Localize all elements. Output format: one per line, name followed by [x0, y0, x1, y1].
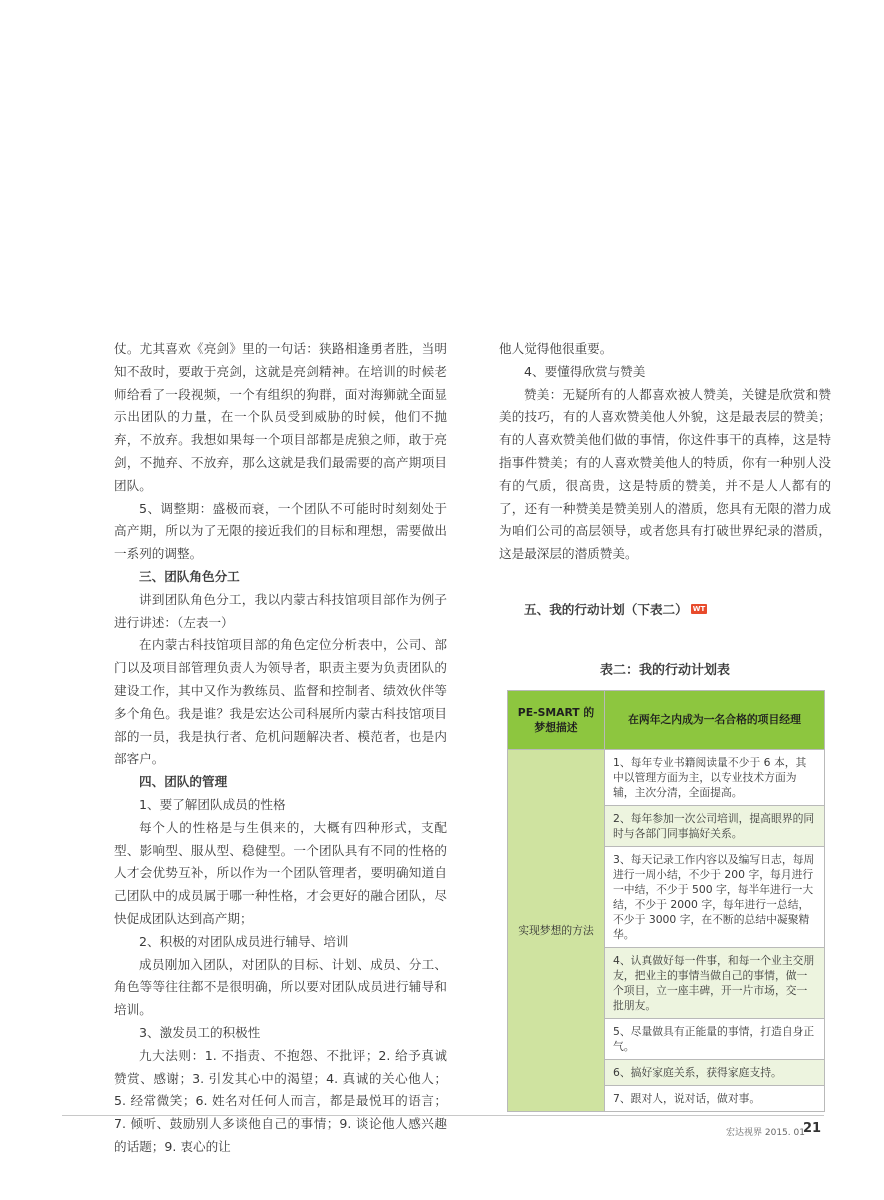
action-plan-table: [507, 690, 825, 1112]
paragraph: 5、调整期：盛极而衰，一个团队不可能时时刻刻处于高产期，所以为了无限的接近我们的目标和理想，需要做出一系列的调整。: [114, 500, 447, 562]
footer-publication: 宏达视界 2015. 01: [726, 1128, 805, 1138]
header-right-cell: 在两年之内成为一名合格的项目经理: [605, 690, 825, 749]
paragraph: 他人觉得他很重要。: [499, 341, 613, 356]
paragraph: 1、要了解团队成员的性格: [139, 796, 286, 812]
header-left-cell: PE-SMART 的梦想描述: [508, 690, 605, 749]
footer-rule: [62, 1115, 824, 1116]
section-heading: 三、团队角色分工: [139, 568, 240, 584]
section-five-heading: [499, 599, 831, 622]
paragraph: 2、积极的对团队成员进行辅导、培训: [139, 933, 349, 949]
table-caption: 表二：我的行动计划表: [599, 662, 730, 678]
section-heading: 四、团队的管理: [139, 774, 228, 790]
paragraph: 赞美：无疑所有的人都喜欢被人赞美，关键是欣赏和赞美的技巧，有的人喜欢赞美他人外貌，这是最表层的赞美；有的人喜欢赞美他们做的事情，你这件事干的真棒，这是特指事件赞美；有的人喜欢赞美他人的特质，你有一种别人没有的气质，很高贵，这是特质的赞美，并不是人人都有的了，还有一种赞美是赞美别人的潜质，您具有无限的潜力成为咱们公司的高层领导，或者您具有打破世界纪录的潜质，这是最深层的潜质赞美。: [499, 386, 831, 562]
left-column: [114, 338, 447, 1159]
plan-item-cell: 1、每年专业书籍阅读量不少于 6 本，其中以管理方面为主，以专业技术方面为辅，主次分清，全面提高。: [605, 749, 825, 805]
section-five-title: 五、我的行动计划（下表二）: [524, 601, 688, 617]
table-row: [508, 749, 825, 805]
paragraph: 3、激发员工的积极性: [139, 1024, 261, 1040]
paragraph: 成员刚加入团队，对团队的目标、计划、成员、分工、角色等等往往都不是很明确，所以要对团队成员进行辅导和培训。: [114, 956, 447, 1018]
right-paragraphs: [499, 338, 831, 566]
table-header-row: [508, 690, 825, 749]
paragraph: 仗。尤其喜欢《亮剑》里的一句话：狭路相逢勇者胜，当明知不敌时，要敢于亮剑，这就是亮剑精神。在培训的时候老师给看了一段视频，一个有组织的狗群，面对海狮就全面显示出团队的力量，在一个队员受到威胁的时候，他们不抛弃，不放弃。我想如果每一个项目部都是虎狼之师，敢于亮剑，不抛弃、不放弃，那么这就是我们最需要的高产期项目团队。: [114, 341, 447, 493]
right-column: [499, 338, 831, 1112]
plan-item-cell: 3、每天记录工作内容以及编写日志，每周进行一周小结，不少于 200 字，每月进行一中结，不少于 500 字，每半年进行一大结，不少于 2000 字，每年进行一总结，不少于 3000 字，在不断的总结中凝聚精华。: [605, 846, 825, 947]
row-label-cell: 实现梦想的方法: [508, 749, 605, 1111]
plan-item-cell: 6、搞好家庭关系，获得家庭支持。: [605, 1059, 825, 1085]
paragraph: 九大法则：1. 不指责、不抱怨、不批评；2. 给予真诚赞赏、感谢；3. 引发其心中的渴望；4. 真诚的关心他人；5. 经常微笑；6. 姓名对任何人而言，都是最悦耳的语言；7. 倾听、鼓励别人多谈他自己的事情；9. 谈论他人感兴趣的话题；9. 衷心的让: [114, 1047, 447, 1154]
plan-item-cell: 4、认真做好每一件事，和每一个业主交朋友，把业主的事情当做自己的事情，做一个项目，立一座丰碑，开一片市场，交一批朋友。: [605, 947, 825, 1018]
paragraph: 4、要懂得欣赏与赞美: [524, 363, 646, 379]
paragraph: 讲到团队角色分工，我以内蒙古科技馆项目部作为例子进行讲述：（左表一）: [114, 591, 447, 630]
plan-item-cell: 2、每年参加一次公司培训，提高眼界的同时与各部门同事搞好关系。: [605, 805, 825, 846]
plan-item-cell: 5、尽量做具有正能量的事情，打造自身正气。: [605, 1018, 825, 1059]
page-number: 21: [803, 1121, 822, 1136]
paragraph: 每个人的性格是与生俱来的，大概有四种形式，支配型、影响型、服从型、稳健型。一个团队具有不同的性格的人才会优势互补，所以作为一个团队管理者，要明确知道自己团队中的成员属于哪一种性格，才会更好的融合团队，尽快促成团队达到高产期；: [114, 819, 447, 926]
plan-item-cell: 7、跟对人，说对话，做对事。: [605, 1085, 825, 1111]
wt-badge: WT: [692, 604, 706, 613]
paragraph: 在内蒙古科技馆项目部的角色定位分析表中，公司、部门以及项目部管理负责人为领导者，职责主要为负责团队的建设工作，其中又作为教练员、监督和控制者、绩效伙伴等多个角色。我是谁？我是宏达公司科展所内蒙古科技馆项目部的一员，我是执行者、危机问题解决者、模范者，也是内部客户。: [114, 637, 447, 767]
